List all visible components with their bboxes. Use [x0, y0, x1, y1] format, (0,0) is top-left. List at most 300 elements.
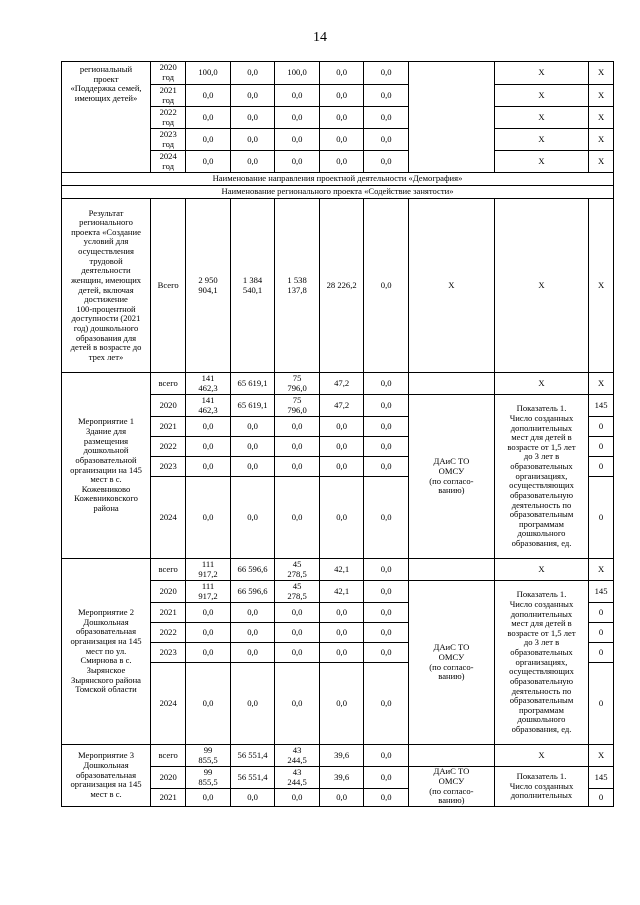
reg-cell-text: 0,0 [291, 626, 303, 637]
indicator-value-cell [589, 623, 614, 643]
fed-cell-text: 0,0 [247, 155, 258, 166]
fed-cell [230, 417, 275, 437]
result-loc-cell [319, 199, 364, 373]
indicator-value-cell-text: Х [597, 67, 605, 78]
ext-cell [364, 62, 409, 85]
year-cell [151, 417, 186, 437]
total-cell [186, 767, 231, 789]
fed-cell [230, 457, 275, 477]
fed-cell [230, 767, 275, 789]
loc-cell-text: 0,0 [336, 440, 347, 451]
result-reg-cell [275, 199, 320, 373]
m2-name-cell-text: Мероприятие 2 Дошкольная образовательная организация на 145 мест по ул. Смирнова в с. Зырянское Зырянского района Томской области [70, 607, 142, 695]
loc-cell-text: 0,0 [336, 155, 347, 166]
result-fed-cell [230, 199, 275, 373]
fed-cell [230, 477, 275, 559]
total-cell [186, 457, 231, 477]
indicator-x-cell [494, 745, 588, 767]
reg-cell-text: 45 278,5 [287, 558, 307, 579]
indicator-value-cell [589, 85, 614, 107]
result-name-cell [62, 199, 151, 373]
page-number: 14 [313, 30, 327, 45]
fed-cell [230, 62, 275, 85]
loc-cell [319, 745, 364, 767]
total-cell [186, 745, 231, 767]
fed-cell-text: 0,0 [247, 606, 258, 617]
reg-cell-text: 0,0 [291, 697, 303, 708]
total-cell [186, 789, 231, 807]
fed-cell [230, 85, 275, 107]
section1-name-cell-text: региональный проект «Поддержка семей, имеющих детей» [70, 64, 142, 103]
result-ind-cell [494, 199, 588, 373]
reg-cell [275, 437, 320, 457]
ext-cell [364, 623, 409, 643]
total-cell-text: 141 462,3 [198, 372, 218, 393]
year-cell-text: всего [158, 563, 178, 574]
fed-cell [230, 603, 275, 623]
total-cell [186, 62, 231, 85]
total-cell [186, 581, 231, 603]
ext-cell-text: 0,0 [380, 89, 392, 100]
indicator-value-cell-text: 0 [598, 626, 604, 637]
direction-header-text: Наименование направления проектной деятельности «Демография» [212, 173, 463, 184]
year-cell [151, 477, 186, 559]
year-cell-text: 2023 год [159, 128, 177, 149]
reg-cell-text: 0,0 [291, 440, 303, 451]
result-loc-cell-text: 28 226,2 [326, 279, 357, 290]
reg-cell-text: 0,0 [291, 646, 303, 657]
indicator-value-cell [589, 603, 614, 623]
total-cell [186, 663, 231, 745]
loc-cell-text: 0,0 [336, 460, 347, 471]
indicator-value-cell [589, 107, 614, 129]
year-cell-text: 2021 [159, 420, 177, 431]
year-cell [151, 151, 186, 173]
reg-cell-text: 0,0 [291, 133, 303, 144]
loc-cell [319, 559, 364, 581]
indicator-value-cell-text: 145 [594, 399, 608, 410]
m2-executor-cell-text: ДАиС ТО ОМСУ (по согласо- ванию) [429, 642, 474, 682]
total-cell-text: 0,0 [202, 440, 214, 451]
ext-cell-text: 0,0 [380, 697, 392, 708]
total-cell-text: 0,0 [202, 626, 214, 637]
m3-name-cell-text: Мероприятие 3 Дошкольная образовательная организация на 145 мест в с. [70, 750, 142, 799]
ext-cell-text: 0,0 [380, 377, 392, 388]
total-cell [186, 623, 231, 643]
m1-indicator-cell-text: Показатель 1. Число созданных дополнительных мест для детей в возрасте от 1,5 лет до 3 лет в образовательных организациях, осуществляющих образовательную деятельность по образовательным программам дошкольного образования, ед. [507, 403, 576, 549]
year-cell-text: всего [158, 377, 178, 388]
fed-cell-text: 65 619,1 [237, 377, 268, 388]
total-cell-text: 111 917,2 [198, 558, 218, 579]
year-cell [151, 603, 186, 623]
fed-cell [230, 151, 275, 173]
fed-cell [230, 559, 275, 581]
indicator-value-cell [589, 417, 614, 437]
total-cell-text: 111 917,2 [198, 580, 218, 601]
reg-cell-text: 0,0 [291, 420, 303, 431]
indicator-value-cell [589, 745, 614, 767]
fed-cell [230, 789, 275, 807]
ext-cell [364, 85, 409, 107]
reg-cell-text: 0,0 [291, 791, 303, 802]
indicator-value-cell [589, 129, 614, 151]
year-cell-text: 2020 [159, 585, 177, 596]
reg-cell [275, 623, 320, 643]
indicator-x-cell-text: Х [538, 563, 545, 574]
reg-cell-text: 0,0 [291, 511, 303, 522]
reg-cell [275, 767, 320, 789]
indicator-value-cell-text: Х [597, 133, 605, 144]
indicator-value-cell [589, 789, 614, 807]
indicator-cell [494, 151, 588, 173]
indicator-value-cell [589, 151, 614, 173]
year-cell-text: 2024 год [159, 150, 177, 171]
year-cell-text: всего [158, 749, 178, 760]
total-cell-text: 0,0 [202, 791, 214, 802]
ext-cell-text: 0,0 [380, 420, 392, 431]
fed-cell-text: 66 596,6 [237, 563, 268, 574]
result-year-cell [151, 199, 186, 373]
fed-cell [230, 395, 275, 417]
ext-cell-text: 0,0 [380, 771, 392, 782]
direction-header [62, 173, 614, 186]
loc-cell [319, 477, 364, 559]
ext-cell [364, 373, 409, 395]
fed-cell-text: 66 596,6 [237, 585, 268, 596]
indicator-value-cell [589, 477, 614, 559]
year-cell-text: 2023 [159, 460, 177, 471]
loc-cell [319, 129, 364, 151]
reg-cell [275, 477, 320, 559]
result-year-cell-text: Всего [157, 279, 179, 290]
loc-cell [319, 437, 364, 457]
ext-cell [364, 129, 409, 151]
fed-cell-text: 56 551,4 [237, 749, 268, 760]
indicator-value-cell [589, 643, 614, 663]
indicator-value-cell [589, 767, 614, 789]
m3-executor-cell-text: ДАиС ТО ОМСУ (по согласо- ванию) [429, 766, 474, 806]
indicator-value-cell-text: 0 [598, 646, 604, 657]
fed-cell-text: 0,0 [247, 791, 258, 802]
total-cell-text: 0,0 [202, 111, 214, 122]
total-cell-text: 0,0 [202, 697, 214, 708]
year-cell [151, 559, 186, 581]
indicator-value-cell [589, 559, 614, 581]
loc-cell-text: 0,0 [336, 626, 347, 637]
reg-cell [275, 643, 320, 663]
reg-cell-text: 45 278,5 [287, 580, 307, 601]
indicator-x-cell [494, 373, 588, 395]
indicator-cell-text: Х [538, 155, 545, 166]
total-cell-text: 141 462,3 [198, 394, 218, 415]
year-cell [151, 62, 186, 85]
result-exec-cell [408, 199, 494, 373]
ext-cell-text: 0,0 [380, 606, 392, 617]
total-cell [186, 373, 231, 395]
table-row [62, 186, 614, 199]
indicator-x-cell-text: Х [538, 749, 545, 760]
result-total-cell [186, 199, 231, 373]
fed-cell [230, 437, 275, 457]
fed-cell [230, 107, 275, 129]
m1-name-cell [62, 373, 151, 559]
ext-cell-text: 0,0 [380, 646, 392, 657]
year-cell [151, 395, 186, 417]
year-cell [151, 129, 186, 151]
ext-cell [364, 477, 409, 559]
fed-cell-text: 0,0 [247, 626, 258, 637]
fed-cell-text: 0,0 [247, 460, 258, 471]
indicator-x-cell-text: Х [538, 377, 545, 388]
executor-cell [408, 373, 494, 395]
reg-cell [275, 457, 320, 477]
m2-indicator-cell [494, 581, 588, 745]
total-cell [186, 395, 231, 417]
indicator-value-cell-text: 0 [598, 697, 604, 708]
total-cell-text: 0,0 [202, 460, 214, 471]
indicator-cell [494, 62, 588, 85]
indicator-value-cell [589, 62, 614, 85]
loc-cell-text: 39,6 [334, 771, 350, 782]
year-cell-text: 2023 [159, 646, 177, 657]
reg-cell [275, 129, 320, 151]
year-cell [151, 663, 186, 745]
m3-name-cell [62, 745, 151, 807]
table-row [62, 559, 614, 581]
ext-cell-text: 0,0 [380, 440, 392, 451]
loc-cell [319, 663, 364, 745]
ext-cell-text: 0,0 [380, 111, 392, 122]
total-cell-text: 0,0 [202, 511, 214, 522]
m3-executor-cell [408, 767, 494, 807]
reg-cell-text: 0,0 [291, 111, 303, 122]
ext-cell [364, 107, 409, 129]
fed-cell [230, 623, 275, 643]
ext-cell-text: 0,0 [380, 511, 392, 522]
fed-cell-text: 0,0 [247, 89, 258, 100]
reg-cell [275, 559, 320, 581]
year-cell [151, 745, 186, 767]
executor-cell [408, 745, 494, 767]
indicator-value-cell [589, 457, 614, 477]
loc-cell-text: 0,0 [336, 111, 347, 122]
loc-cell [319, 457, 364, 477]
indicator-cell [494, 107, 588, 129]
loc-cell [319, 767, 364, 789]
total-cell [186, 85, 231, 107]
ext-cell [364, 151, 409, 173]
table-row [62, 373, 614, 395]
fed-cell-text: 0,0 [247, 646, 258, 657]
indicator-cell [494, 85, 588, 107]
result-val-cell [589, 199, 614, 373]
reg-cell [275, 107, 320, 129]
total-cell [186, 437, 231, 457]
year-cell [151, 373, 186, 395]
indicator-value-cell-text: Х [597, 377, 605, 388]
reg-cell-text: 100,0 [287, 67, 307, 78]
reg-cell [275, 373, 320, 395]
loc-cell [319, 395, 364, 417]
reg-cell [275, 417, 320, 437]
indicator-value-cell-text: Х [597, 155, 605, 166]
loc-cell [319, 373, 364, 395]
year-cell-text: 2024 [159, 697, 177, 708]
loc-cell [319, 603, 364, 623]
indicator-value-cell [589, 373, 614, 395]
year-cell-text: 2022 [159, 626, 177, 637]
project-header [62, 186, 614, 199]
total-cell [186, 603, 231, 623]
reg-cell [275, 663, 320, 745]
m3-indicator-cell-text: Показатель 1. Число созданных дополнительных [509, 771, 574, 801]
year-cell-text: 2020 [159, 399, 177, 410]
result-exec-cell-text: Х [448, 279, 455, 290]
ext-cell [364, 437, 409, 457]
year-cell [151, 643, 186, 663]
m1-name-cell-text: Мероприятие 1 Здание для размещения дошкольной образовательной организации на 145 мест в с. Кожевниково Кожевниковского района [70, 416, 142, 513]
indicator-cell-text: Х [538, 89, 545, 100]
reg-cell [275, 62, 320, 85]
indicator-value-cell-text: Х [597, 563, 605, 574]
year-cell-text: 2022 год [159, 106, 177, 127]
ext-cell-text: 0,0 [380, 563, 392, 574]
loc-cell-text: 47,2 [334, 399, 350, 410]
result-name-cell-text: Результат регионального проекта «Создание условий для осуществления трудовой деятельности женщин, имеющих детей, включая достижение 100-процентной доступности (2021 год) дошкольного образования для детей в возрасте до трех лет» [70, 207, 142, 362]
reg-cell-text: 43 244,5 [287, 766, 307, 787]
ext-cell [364, 559, 409, 581]
reg-cell-text: 75 796,0 [287, 394, 307, 415]
year-cell-text: 2021 [159, 791, 177, 802]
reg-cell [275, 85, 320, 107]
total-cell-text: 100,0 [198, 67, 218, 78]
ext-cell [364, 581, 409, 603]
year-cell-text: 2021 [159, 606, 177, 617]
loc-cell-text: 0,0 [336, 420, 347, 431]
indicator-cell-text: Х [538, 111, 545, 122]
total-cell [186, 129, 231, 151]
loc-cell [319, 107, 364, 129]
total-cell-text: 0,0 [202, 133, 214, 144]
loc-cell [319, 789, 364, 807]
reg-cell-text: 43 244,5 [287, 744, 307, 765]
indicator-value-cell-text: 0 [598, 606, 604, 617]
fed-cell-text: 65 619,1 [237, 399, 268, 410]
executor-cell [408, 62, 494, 173]
loc-cell [319, 417, 364, 437]
indicator-x-cell [494, 559, 588, 581]
program-table [61, 61, 614, 807]
total-cell [186, 151, 231, 173]
result-ind-cell-text: Х [538, 279, 545, 290]
indicator-value-cell-text: Х [597, 89, 605, 100]
total-cell-text: 99 855,5 [198, 766, 218, 787]
fed-cell-text: 0,0 [247, 133, 258, 144]
table-row [62, 173, 614, 186]
table-row [62, 745, 614, 767]
fed-cell [230, 373, 275, 395]
ext-cell [364, 395, 409, 417]
indicator-value-cell-text: 0 [598, 791, 604, 802]
indicator-value-cell [589, 663, 614, 745]
loc-cell-text: 42,1 [334, 585, 350, 596]
year-cell [151, 789, 186, 807]
table-row [62, 199, 614, 373]
fed-cell-text: 0,0 [247, 67, 258, 78]
m3-indicator-cell [494, 767, 588, 807]
table-row [62, 62, 614, 85]
ext-cell [364, 745, 409, 767]
year-cell [151, 623, 186, 643]
reg-cell-text: 0,0 [291, 606, 303, 617]
m1-executor-cell [408, 395, 494, 559]
ext-cell-text: 0,0 [380, 791, 392, 802]
year-cell [151, 107, 186, 129]
ext-cell [364, 767, 409, 789]
reg-cell-text: 0,0 [291, 155, 303, 166]
ext-cell-text: 0,0 [380, 399, 392, 410]
m1-indicator-cell [494, 395, 588, 559]
section1-name-cell [62, 62, 151, 173]
result-ext-cell-text: 0,0 [380, 279, 392, 290]
ext-cell-text: 0,0 [380, 749, 392, 760]
m2-executor-cell [408, 581, 494, 745]
total-cell-text: 99 855,5 [198, 744, 218, 765]
ext-cell [364, 603, 409, 623]
indicator-value-cell [589, 437, 614, 457]
reg-cell [275, 603, 320, 623]
indicator-value-cell [589, 395, 614, 417]
year-cell-text: 2022 [159, 440, 177, 451]
loc-cell-text: 39,6 [334, 749, 350, 760]
indicator-value-cell-text: 0 [598, 440, 604, 451]
loc-cell [319, 581, 364, 603]
indicator-cell [494, 129, 588, 151]
year-cell-text: 2021 год [159, 84, 177, 105]
year-cell-text: 2020 год [159, 62, 177, 82]
loc-cell-text: 0,0 [336, 133, 347, 144]
indicator-value-cell-text: Х [597, 749, 605, 760]
indicator-value-cell-text: 0 [598, 460, 604, 471]
m1-executor-cell-text: ДАиС ТО ОМСУ (по согласо- ванию) [429, 456, 474, 496]
project-header-text: Наименование регионального проекта «Содействие занятости» [221, 186, 454, 197]
reg-cell [275, 789, 320, 807]
result-fed-cell-text: 1 384 540,1 [242, 274, 263, 295]
result-total-cell-text: 2 950 904,1 [198, 274, 218, 295]
loc-cell-text: 42,1 [334, 563, 350, 574]
fed-cell-text: 0,0 [247, 697, 258, 708]
ext-cell [364, 643, 409, 663]
year-cell [151, 767, 186, 789]
indicator-value-cell-text: 145 [594, 585, 608, 596]
ext-cell-text: 0,0 [380, 460, 392, 471]
reg-cell [275, 581, 320, 603]
ext-cell-text: 0,0 [380, 585, 392, 596]
result-ext-cell [364, 199, 409, 373]
indicator-cell-text: Х [538, 133, 545, 144]
total-cell-text: 0,0 [202, 89, 214, 100]
year-cell [151, 581, 186, 603]
fed-cell-text: 0,0 [247, 440, 258, 451]
loc-cell-text: 0,0 [336, 791, 347, 802]
result-val-cell-text: Х [597, 279, 605, 290]
loc-cell-text: 0,0 [336, 511, 347, 522]
reg-cell [275, 151, 320, 173]
ext-cell-text: 0,0 [380, 155, 392, 166]
indicator-value-cell-text: 0 [598, 511, 604, 522]
fed-cell-text: 0,0 [247, 420, 258, 431]
ext-cell [364, 789, 409, 807]
